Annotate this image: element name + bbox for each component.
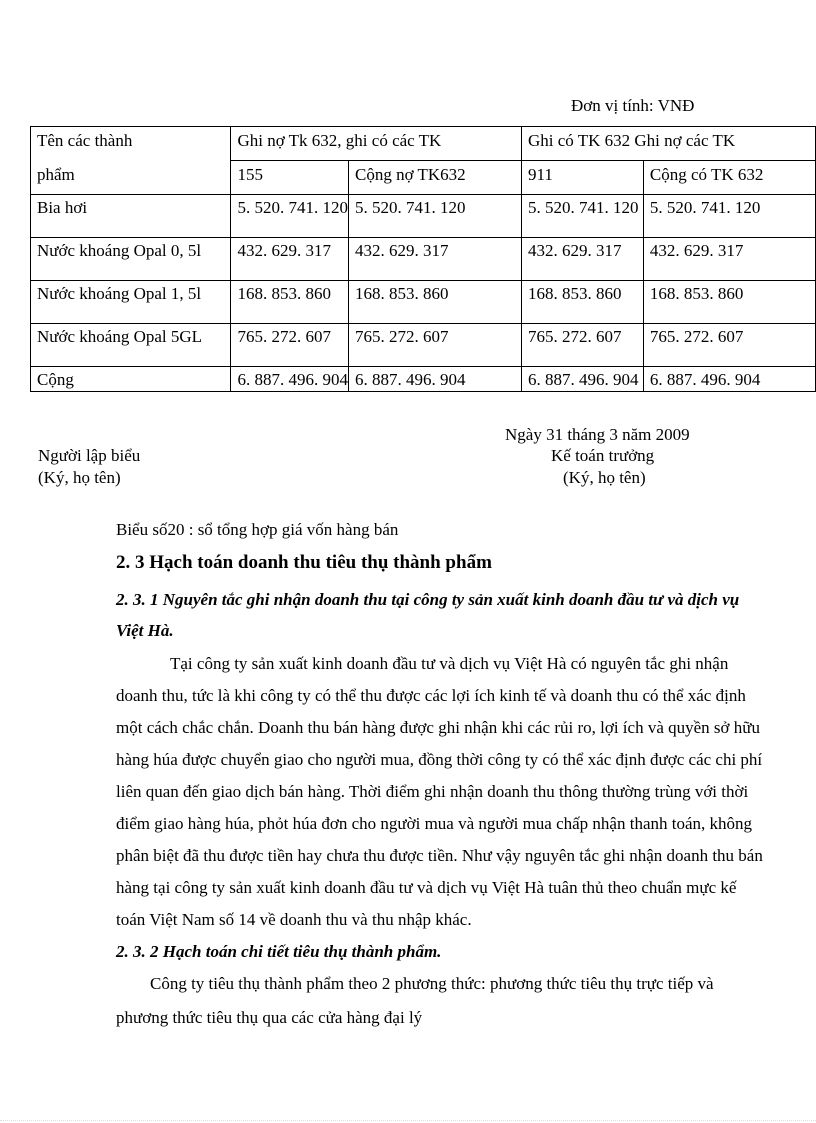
- account-911-cell: 5. 520. 741. 120: [521, 195, 643, 238]
- header-credit-total: Cộng có TK 632: [643, 161, 815, 195]
- preparer-sign-note: (Ký, họ tên): [38, 468, 121, 487]
- table-header-row-2: [31, 161, 816, 195]
- table-total-row: [31, 367, 816, 392]
- account-911-cell: 765. 272. 607: [521, 324, 643, 367]
- header-debit-total: Cộng nợ TK632: [348, 161, 521, 195]
- table-row: [31, 238, 816, 281]
- debit-total-cell: 6. 887. 496. 904: [348, 367, 521, 392]
- paragraph-line: Công ty tiêu thụ thành phẩm theo 2 phương thức: phương thức tiêu thụ trực tiếp và: [150, 974, 714, 993]
- paragraph-line: toán Việt Nam số 14 về doanh thu và thu nhập khác.: [116, 910, 472, 929]
- signature-date: Ngày 31 tháng 3 năm 2009: [505, 425, 690, 444]
- product-name-cell: Nước khoáng Opal 0, 5l: [31, 238, 231, 281]
- chief-accountant-title: Kế toán trưởng: [551, 446, 655, 465]
- preparer-title: Người lập biểu: [38, 446, 141, 465]
- credit-total-cell: 765. 272. 607: [643, 324, 815, 367]
- table-header-row-1: [31, 127, 816, 161]
- paragraph-line: hàng húa được chuyển giao cho người mua, đồng thời công ty có thể xác định được các chi phí: [116, 750, 763, 769]
- paragraph-line: liên quan đến giao dịch bán hàng. Thời điểm ghi nhận doanh thu thông thường trùng với thời: [116, 782, 749, 801]
- product-name-cell: Nước khoáng Opal 5GL: [31, 324, 231, 367]
- header-debit-group: Ghi nợ Tk 632, ghi có các TK: [231, 127, 522, 161]
- header-product-name-line1: Tên các thành: [31, 127, 231, 161]
- account-155-cell: 432. 629. 317: [231, 238, 349, 281]
- paragraph-line: hàng tại công ty sản xuất kinh doanh đầu tư và dịch vụ Việt Hà tuân thủ theo chuẩn mực kế: [116, 878, 737, 897]
- credit-total-cell: 432. 629. 317: [643, 238, 815, 281]
- paragraph-line: một cách chắc chắn. Doanh thu bán hàng được ghi nhận khi các rủi ro, lợi ích và quyền sở hữu: [116, 718, 760, 737]
- chief-accountant-sign-note: (Ký, họ tên): [563, 468, 646, 487]
- account-155-cell: 765. 272. 607: [231, 324, 349, 367]
- header-account-155: 155: [231, 161, 349, 195]
- header-credit-group: Ghi có TK 632 Ghi nợ các TK: [521, 127, 815, 161]
- header-account-911: 911: [521, 161, 643, 195]
- unit-label: Đơn vị tính: VNĐ: [571, 96, 695, 115]
- account-911-cell: 432. 629. 317: [521, 238, 643, 281]
- table-row: [31, 324, 816, 367]
- credit-total-cell: 168. 853. 860: [643, 281, 815, 324]
- product-name-cell: Bia hơi: [31, 195, 231, 238]
- section-heading-2-3-1-line1: 2. 3. 1 Nguyên tắc ghi nhận doanh thu tại công ty sản xuất kinh doanh đầu tư và dịch vụ: [116, 590, 740, 609]
- account-155-cell: 6. 887. 496. 904: [231, 367, 349, 392]
- account-155-cell: 5. 520. 741. 120: [231, 195, 349, 238]
- section-heading-2-3-2: 2. 3. 2 Hạch toán chi tiết tiêu thụ thành phẩm.: [116, 942, 442, 961]
- table-row: [31, 281, 816, 324]
- cost-summary-table: [30, 126, 816, 392]
- account-911-cell: 6. 887. 496. 904: [521, 367, 643, 392]
- section-heading-2-3: 2. 3 Hạch toán doanh thu tiêu thụ thành phẩm: [116, 552, 492, 573]
- header-product-name-line2: phẩm: [31, 161, 231, 195]
- paragraph-line: doanh thu, tức là khi công ty có thể thu được các lợi ích kinh tế và doanh thu có thể xác định: [116, 686, 746, 705]
- table-row: [31, 195, 816, 238]
- paragraph-line: Tại công ty sản xuất kinh doanh đầu tư và dịch vụ Việt Hà có nguyên tắc ghi nhận: [170, 654, 729, 673]
- credit-total-cell: 5. 520. 741. 120: [643, 195, 815, 238]
- debit-total-cell: 432. 629. 317: [348, 238, 521, 281]
- page-bottom-divider: [0, 1120, 816, 1121]
- paragraph-line: phân biệt đã thu được tiền hay chưa thu được tiền. Như vậy nguyên tắc ghi nhận doanh thu bán: [116, 846, 763, 865]
- product-name-cell: Cộng: [31, 367, 231, 392]
- account-155-cell: 168. 853. 860: [231, 281, 349, 324]
- debit-total-cell: 5. 520. 741. 120: [348, 195, 521, 238]
- table-caption: Biểu số20 : sổ tổng hợp giá vốn hàng bán: [116, 520, 399, 539]
- paragraph-line: phương thức tiêu thụ qua các cửa hàng đại lý: [116, 1008, 423, 1027]
- paragraph-line: điểm giao hàng húa, phỏt húa đơn cho người mua và người mua chấp nhận thanh toán, không: [116, 814, 753, 833]
- section-heading-2-3-1-line2: Việt Hà.: [116, 621, 174, 640]
- product-name-cell: Nước khoáng Opal 1, 5l: [31, 281, 231, 324]
- account-911-cell: 168. 853. 860: [521, 281, 643, 324]
- credit-total-cell: 6. 887. 496. 904: [643, 367, 815, 392]
- debit-total-cell: 765. 272. 607: [348, 324, 521, 367]
- debit-total-cell: 168. 853. 860: [348, 281, 521, 324]
